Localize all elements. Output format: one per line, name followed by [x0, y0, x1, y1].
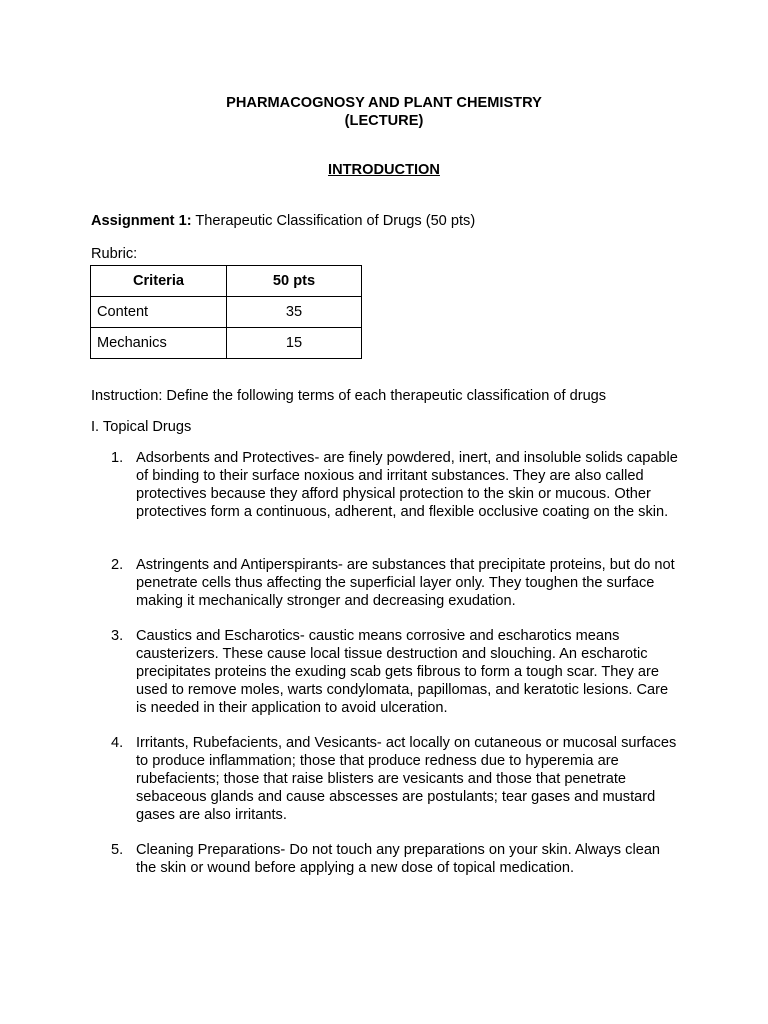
- rubric-label: Rubric:: [91, 246, 138, 262]
- section-heading: INTRODUCTION: [328, 162, 440, 178]
- list-item-text: Cleaning Preparations- Do not touch any preparations on your skin. Always clean the skin or wound before applying a new dose of topical medication.: [136, 842, 661, 876]
- rubric-header-row: [91, 266, 362, 297]
- list-item-number: 2.: [111, 557, 124, 573]
- assignment-line: [91, 213, 475, 229]
- rubric-cell-criteria: Mechanics: [91, 328, 227, 359]
- document-title: [0, 94, 768, 130]
- list-item: [111, 842, 681, 878]
- subsection-heading: I. Topical Drugs: [91, 419, 192, 435]
- list-item-number: 1.: [111, 450, 124, 466]
- rubric-cell-criteria: Content: [91, 297, 227, 328]
- table-row: [91, 328, 362, 359]
- assignment-text: Therapeutic Classification of Drugs (50 pts): [191, 213, 476, 229]
- list-item: [111, 450, 681, 522]
- list-item-number: 5.: [111, 842, 124, 858]
- list-item-number: 3.: [111, 628, 124, 644]
- table-row: [91, 297, 362, 328]
- rubric-cell-points: 15: [227, 328, 362, 359]
- title-line-2: (LECTURE): [344, 113, 424, 129]
- instruction-text: Instruction: Define the following terms of each therapeutic classification of drugs: [91, 388, 607, 404]
- rubric-header-points: 50 pts: [227, 266, 362, 297]
- list-item: [111, 735, 681, 825]
- list-item: [111, 628, 681, 718]
- list-item: [111, 557, 681, 611]
- rubric-cell-points: 35: [227, 297, 362, 328]
- rubric-header-criteria: Criteria: [91, 266, 227, 297]
- assignment-label: Assignment 1:: [91, 213, 192, 229]
- list-item-text: Irritants, Rubefacients, and Vesicants- act locally on cutaneous or mucosal surfaces to produce inflammation; those that produce redness due to hyperemia are rubefacients; those that raise blisters are vesicants and those that penetrate sebaceous glands and cause abscesses are postulants; tear gases and mustard gases are also irritants.: [136, 735, 677, 823]
- list-item-text: Adsorbents and Protectives- are finely powdered, inert, and insoluble solids capable of binding to their surface noxious and irritant substances. They are also called protectives because they afford physical protection to the skin or mucous. Other protectives form a continuous, adherent, and flexible occlusive coating on the skin.: [136, 450, 678, 520]
- rubric-table: [90, 265, 362, 359]
- title-line-1: PHARMACOGNOSY AND PLANT CHEMISTRY: [226, 95, 542, 111]
- list-item-number: 4.: [111, 735, 124, 751]
- list-item-text: Caustics and Escharotics- caustic means corrosive and escharotics means causterizers. These cause local tissue destruction and slouching. An escharotic precipitates proteins the exuding scab gets fibrous to form a tough scar. They are used to remove moles, warts condylomata, papillomas, and keratotic lesions. Care is needed in their application to avoid ulceration.: [136, 628, 669, 716]
- list-item-text: Astringents and Antiperspirants- are substances that precipitate proteins, but do not penetrate cells thus affecting the superficial layer only. They toughen the surface making it mechanically stronger and decreasing exudation.: [136, 557, 675, 609]
